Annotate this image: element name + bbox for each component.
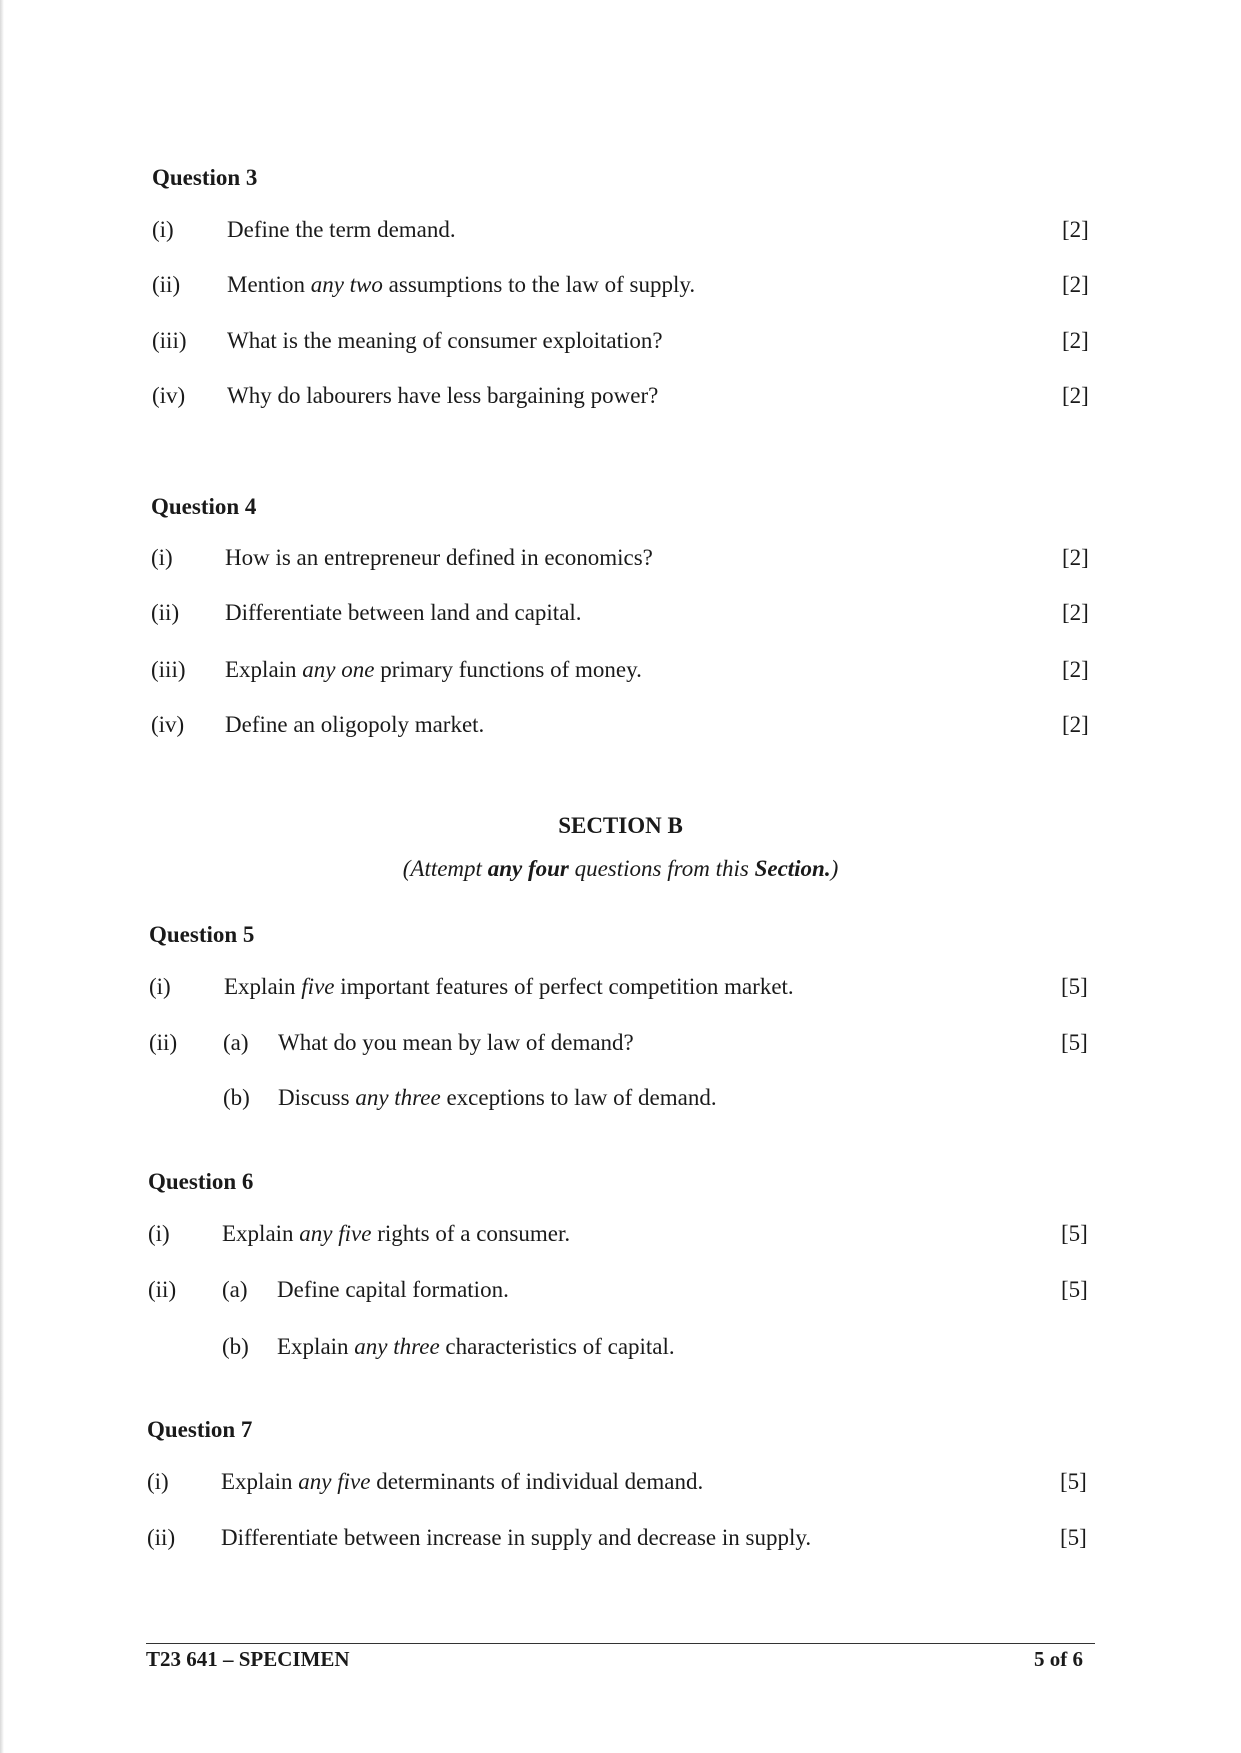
question-5-title: Question 5: [149, 922, 255, 947]
q5-item-ii-a: [149, 1028, 1095, 1058]
footer-divider: [146, 1643, 1095, 1644]
item-text: Explain any three characteristics of capital.: [277, 1334, 675, 1359]
item-number: (iii): [152, 328, 187, 353]
item-marks: [5]: [1061, 974, 1088, 999]
item-text: Discuss any three exceptions to law of demand.: [278, 1085, 717, 1110]
item-text: How is an entrepreneur defined in economics?: [225, 545, 653, 570]
item-marks: [2]: [1062, 545, 1089, 570]
question-7-title: Question 7: [147, 1417, 253, 1442]
item-text: What is the meaning of consumer exploitation?: [227, 328, 663, 353]
item-number: (i): [148, 1221, 170, 1246]
item-marks: [5]: [1061, 1221, 1088, 1246]
question-3-title: Question 3: [152, 165, 258, 190]
item-number: (ii): [147, 1525, 176, 1550]
item-text: What do you mean by law of demand?: [278, 1030, 634, 1055]
q7-item-i: [147, 1467, 1095, 1497]
section-b-instruction: (Attempt any four questions from this Section.): [402, 856, 839, 881]
section-b-title: SECTION B: [558, 813, 683, 838]
sub-item-label: (b): [223, 1085, 250, 1110]
item-number: (ii): [152, 272, 181, 297]
item-number: (iv): [151, 712, 185, 737]
item-number: (ii): [151, 600, 180, 625]
item-marks: [2]: [1062, 272, 1089, 297]
q6-item-ii-b: [148, 1332, 1095, 1362]
q3-item-ii: [152, 270, 1095, 300]
sub-item-label: (a): [222, 1277, 248, 1302]
page-number: 5 of 6: [1034, 1647, 1083, 1671]
sub-item-label: (b): [222, 1334, 249, 1359]
q7-item-ii: [147, 1523, 1095, 1553]
item-number: (i): [151, 545, 173, 570]
item-number: (iv): [152, 383, 186, 408]
item-marks: [5]: [1060, 1525, 1087, 1550]
item-marks: [5]: [1061, 1277, 1088, 1302]
item-marks: [5]: [1061, 1030, 1088, 1055]
q4-item-i: [151, 543, 1095, 573]
item-text: Mention any two assumptions to the law of supply.: [227, 272, 696, 297]
item-number: (i): [149, 974, 171, 999]
item-marks: [2]: [1062, 600, 1089, 625]
item-text: Define capital formation.: [277, 1277, 509, 1302]
item-text: Explain any five rights of a consumer.: [222, 1221, 571, 1246]
item-text: Define an oligopoly market.: [225, 712, 485, 737]
q4-item-iv: [151, 710, 1095, 740]
item-marks: [2]: [1062, 712, 1089, 737]
item-text: Why do labourers have less bargaining power?: [227, 383, 659, 408]
q5-item-i: [149, 972, 1095, 1002]
q3-item-iv: [152, 381, 1095, 411]
item-text: Differentiate between land and capital.: [225, 600, 582, 625]
question-6-title: Question 6: [148, 1169, 254, 1194]
q3-item-i: [152, 215, 1095, 245]
item-number: (i): [152, 217, 174, 242]
item-marks: [2]: [1062, 328, 1089, 353]
sub-item-label: (a): [223, 1030, 249, 1055]
item-marks: [2]: [1062, 217, 1089, 242]
item-number: (ii): [148, 1277, 177, 1302]
question-4-title: Question 4: [151, 494, 257, 519]
q4-item-ii: [151, 598, 1095, 628]
item-number: (i): [147, 1469, 169, 1494]
item-text: Differentiate between increase in supply and decrease in supply.: [221, 1525, 812, 1550]
item-text: Explain five important features of perfect competition market.: [224, 974, 794, 999]
q4-item-iii: [151, 655, 1095, 685]
item-text: Explain any one primary functions of money.: [225, 657, 642, 682]
paper-code: T23 641 – SPECIMEN: [146, 1647, 350, 1671]
q6-item-ii-a: [148, 1275, 1095, 1305]
item-text: Explain any five determinants of individual demand.: [221, 1469, 704, 1494]
q6-item-i: [148, 1219, 1095, 1249]
item-number: (ii): [149, 1030, 178, 1055]
item-marks: [5]: [1060, 1469, 1087, 1494]
item-marks: [2]: [1062, 657, 1089, 682]
item-text: Define the term demand.: [227, 217, 456, 242]
q5-item-ii-b: [149, 1083, 1095, 1113]
item-marks: [2]: [1062, 383, 1089, 408]
item-number: (iii): [151, 657, 186, 682]
q3-item-iii: [152, 326, 1095, 356]
